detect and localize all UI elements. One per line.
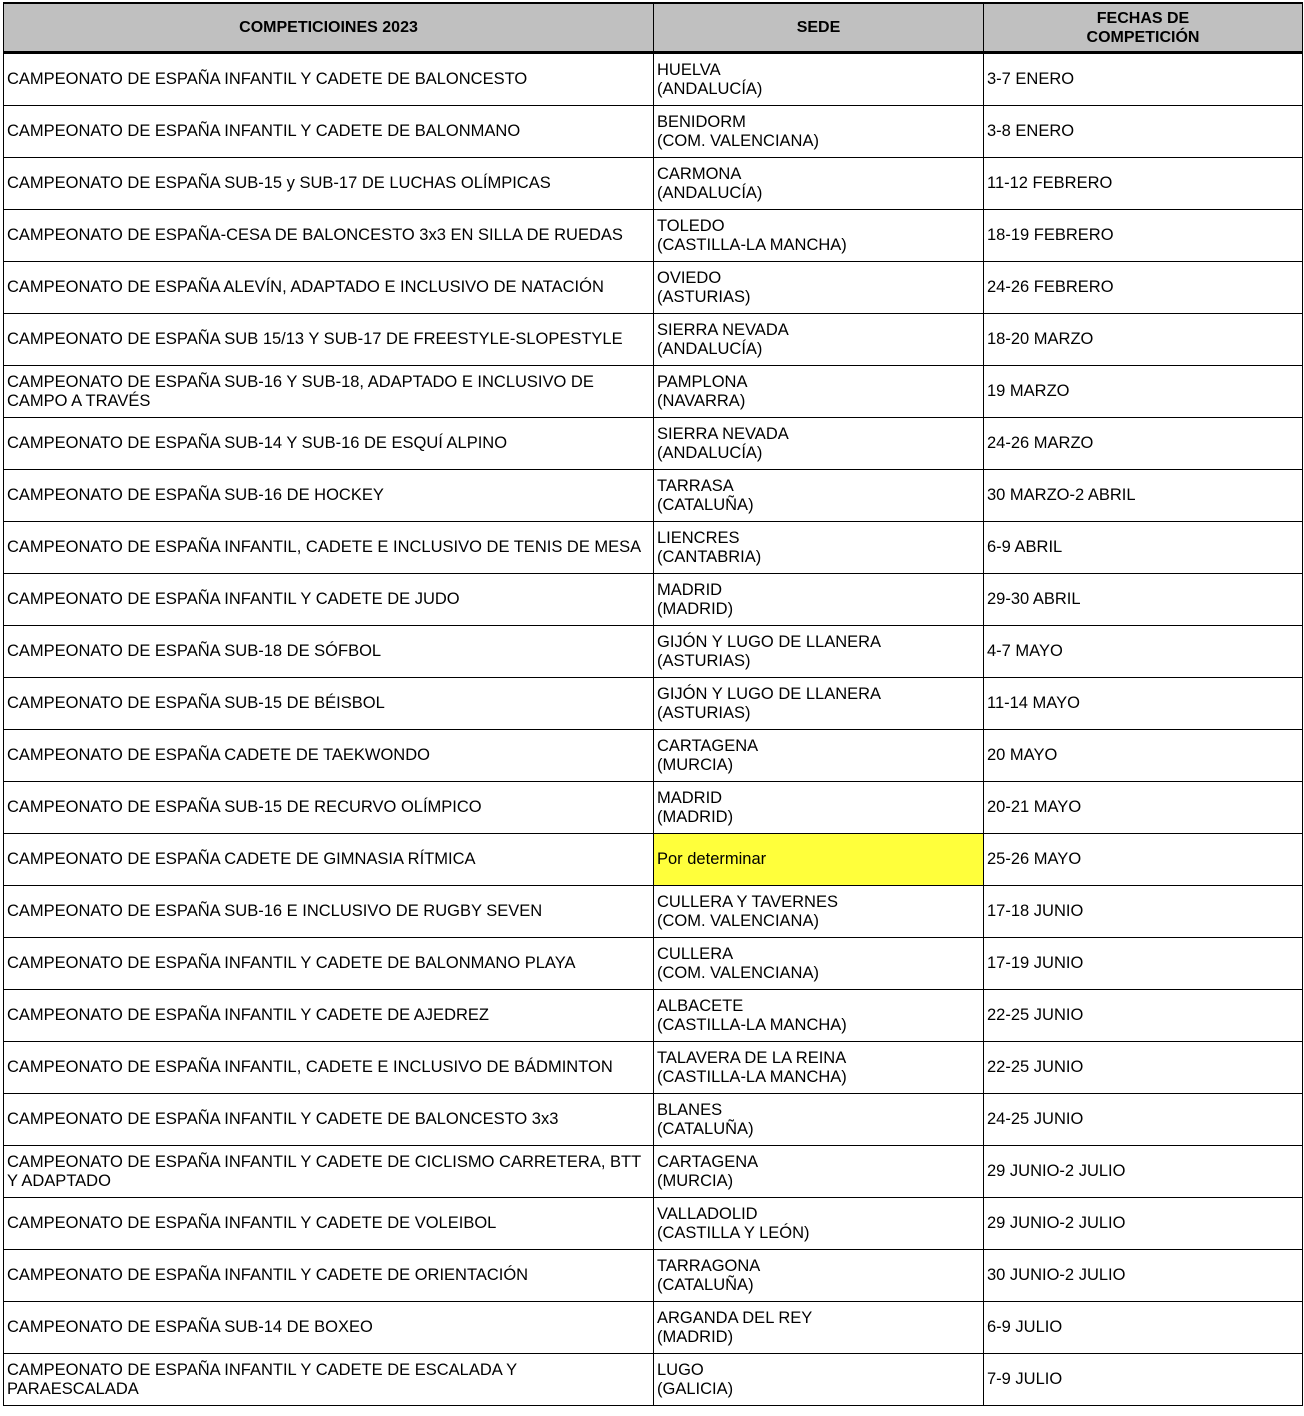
dates-cell: 18-19 FEBRERO xyxy=(984,210,1303,262)
table-row xyxy=(4,886,1303,938)
venue-cell xyxy=(654,990,984,1042)
venue-cell xyxy=(654,53,984,106)
venue-city: CARMONA xyxy=(657,164,742,183)
venue-region: (ANDALUCÍA) xyxy=(657,183,763,202)
venue-region: (ANDALUCÍA) xyxy=(657,443,763,462)
table-row xyxy=(4,1042,1303,1094)
venue-city: TALAVERA DE LA REINA xyxy=(657,1048,847,1067)
venue-city: HUELVA xyxy=(657,60,721,79)
venue-cell xyxy=(654,626,984,678)
table-row xyxy=(4,1302,1303,1354)
dates-cell: 18-20 MARZO xyxy=(984,314,1303,366)
venue-region: (COM. VALENCIANA) xyxy=(657,131,819,150)
dates-cell: 3-8 ENERO xyxy=(984,106,1303,158)
competition-cell: CAMPEONATO DE ESPAÑA SUB-14 DE BOXEO xyxy=(4,1302,654,1354)
venue-region: (CASTILLA-LA MANCHA) xyxy=(657,1067,847,1086)
venue-cell xyxy=(654,782,984,834)
venue-city: CULLERA xyxy=(657,944,734,963)
competition-cell: CAMPEONATO DE ESPAÑA SUB-15 DE BÉISBOL xyxy=(4,678,654,730)
dates-cell: 11-14 MAYO xyxy=(984,678,1303,730)
competition-cell: CAMPEONATO DE ESPAÑA INFANTIL Y CADETE DE ORIENTACIÓN xyxy=(4,1250,654,1302)
table-row xyxy=(4,470,1303,522)
competition-cell: CAMPEONATO DE ESPAÑA INFANTIL, CADETE E INCLUSIVO DE TENIS DE MESA xyxy=(4,522,654,574)
table-row xyxy=(4,1146,1303,1198)
venue-city: LIENCRES xyxy=(657,528,740,547)
dates-cell: 3-7 ENERO xyxy=(984,53,1303,106)
dates-cell: 17-19 JUNIO xyxy=(984,938,1303,990)
venue-cell xyxy=(654,574,984,626)
venue-region: (GALICIA) xyxy=(657,1379,734,1398)
dates-cell: 25-26 MAYO xyxy=(984,834,1303,886)
venue-city: BLANES xyxy=(657,1100,723,1119)
venue-city: Por determinar xyxy=(657,850,767,868)
competition-cell: CAMPEONATO DE ESPAÑA INFANTIL Y CADETE DE CICLISMO CARRETERA, BTT Y ADAPTADO xyxy=(4,1146,654,1198)
venue-region: (CANTABRIA) xyxy=(657,547,762,566)
venue-cell xyxy=(654,1198,984,1250)
venue-region: (ANDALUCÍA) xyxy=(657,79,763,98)
venue-region: (CATALUÑA) xyxy=(657,1119,754,1138)
dates-cell: 6-9 JULIO xyxy=(984,1302,1303,1354)
venue-cell xyxy=(654,314,984,366)
competition-cell: CAMPEONATO DE ESPAÑA SUB-14 Y SUB-16 DE ESQUÍ ALPINO xyxy=(4,418,654,470)
dates-cell: 19 MARZO xyxy=(984,366,1303,418)
dates-cell: 7-9 JULIO xyxy=(984,1354,1303,1406)
table-row xyxy=(4,1198,1303,1250)
competition-cell: CAMPEONATO DE ESPAÑA SUB 15/13 Y SUB-17 DE FREESTYLE-SLOPESTYLE xyxy=(4,314,654,366)
table-row xyxy=(4,1250,1303,1302)
venue-region: (CATALUÑA) xyxy=(657,1275,754,1294)
dates-cell: 29 JUNIO-2 JULIO xyxy=(984,1198,1303,1250)
venue-cell xyxy=(654,1146,984,1198)
competition-cell: CAMPEONATO DE ESPAÑA SUB-16 E INCLUSIVO DE RUGBY SEVEN xyxy=(4,886,654,938)
venue-cell xyxy=(654,678,984,730)
venue-cell xyxy=(654,366,984,418)
venue-city: CARTAGENA xyxy=(657,1152,759,1171)
competition-cell: CAMPEONATO DE ESPAÑA ALEVÍN, ADAPTADO E INCLUSIVO DE NATACIÓN xyxy=(4,262,654,314)
venue-city: ALBACETE xyxy=(657,996,744,1015)
venue-cell xyxy=(654,1042,984,1094)
table-row xyxy=(4,1354,1303,1406)
dates-cell: 20-21 MAYO xyxy=(984,782,1303,834)
venue-region: (COM. VALENCIANA) xyxy=(657,911,819,930)
venue-region: (ASTURIAS) xyxy=(657,703,751,722)
venue-cell xyxy=(654,210,984,262)
table-row xyxy=(4,418,1303,470)
table-row xyxy=(4,158,1303,210)
competition-cell: CAMPEONATO DE ESPAÑA INFANTIL Y CADETE DE ESCALADA Y PARAESCALADA xyxy=(4,1354,654,1406)
table-row xyxy=(4,626,1303,678)
venue-region: (ASTURIAS) xyxy=(657,651,751,670)
competition-cell: CAMPEONATO DE ESPAÑA SUB-16 Y SUB-18, ADAPTADO E INCLUSIVO DE CAMPO A TRAVÉS xyxy=(4,366,654,418)
table-row xyxy=(4,834,1303,886)
venue-city: BENIDORM xyxy=(657,112,746,131)
venue-region: (CASTILLA-LA MANCHA) xyxy=(657,235,847,254)
venue-city: CARTAGENA xyxy=(657,736,759,755)
dates-cell: 4-7 MAYO xyxy=(984,626,1303,678)
venue-cell xyxy=(654,1302,984,1354)
header-competition: COMPETICIOINES 2023 xyxy=(4,3,654,53)
header-dates-line2: COMPETICIÓN xyxy=(1086,28,1200,46)
header-venue: SEDE xyxy=(654,3,984,53)
venue-city: SIERRA NEVADA xyxy=(657,424,789,443)
table-row xyxy=(4,990,1303,1042)
competition-cell: CAMPEONATO DE ESPAÑA CADETE DE GIMNASIA RÍTMICA xyxy=(4,834,654,886)
venue-cell xyxy=(654,1354,984,1406)
venue-region: (CASTILLA Y LEÓN) xyxy=(657,1223,810,1242)
table-row xyxy=(4,366,1303,418)
header-dates xyxy=(984,3,1303,53)
competition-cell: CAMPEONATO DE ESPAÑA INFANTIL Y CADETE DE VOLEIBOL xyxy=(4,1198,654,1250)
table-row xyxy=(4,730,1303,782)
dates-cell: 29-30 ABRIL xyxy=(984,574,1303,626)
venue-region: (NAVARRA) xyxy=(657,391,746,410)
competition-cell: CAMPEONATO DE ESPAÑA INFANTIL Y CADETE DE BALONCESTO xyxy=(4,53,654,106)
table-row xyxy=(4,106,1303,158)
dates-cell: 22-25 JUNIO xyxy=(984,990,1303,1042)
venue-city: TOLEDO xyxy=(657,216,725,235)
table-row xyxy=(4,938,1303,990)
venue-region: (MURCIA) xyxy=(657,755,734,774)
competition-cell: CAMPEONATO DE ESPAÑA SUB-15 y SUB-17 DE LUCHAS OLÍMPICAS xyxy=(4,158,654,210)
table-row xyxy=(4,678,1303,730)
competition-cell: CAMPEONATO DE ESPAÑA CADETE DE TAEKWONDO xyxy=(4,730,654,782)
competition-cell: CAMPEONATO DE ESPAÑA INFANTIL Y CADETE DE BALONCESTO 3x3 xyxy=(4,1094,654,1146)
venue-city: OVIEDO xyxy=(657,268,722,287)
venue-city: CULLERA Y TAVERNES xyxy=(657,892,838,911)
venue-cell xyxy=(654,886,984,938)
venue-city: ARGANDA DEL REY xyxy=(657,1308,813,1327)
venue-city: MADRID xyxy=(657,788,723,807)
venue-cell xyxy=(654,106,984,158)
table-row xyxy=(4,1094,1303,1146)
venue-cell xyxy=(654,262,984,314)
dates-cell: 29 JUNIO-2 JULIO xyxy=(984,1146,1303,1198)
venue-region: (CASTILLA-LA MANCHA) xyxy=(657,1015,847,1034)
competition-cell: CAMPEONATO DE ESPAÑA INFANTIL Y CADETE DE BALONMANO PLAYA xyxy=(4,938,654,990)
dates-cell: 6-9 ABRIL xyxy=(984,522,1303,574)
venue-cell xyxy=(654,834,984,886)
venue-cell xyxy=(654,1094,984,1146)
venue-region: (MADRID) xyxy=(657,599,734,618)
venue-cell xyxy=(654,1250,984,1302)
table-row xyxy=(4,210,1303,262)
venue-city: SIERRA NEVADA xyxy=(657,320,789,339)
dates-cell: 30 JUNIO-2 JULIO xyxy=(984,1250,1303,1302)
competition-cell: CAMPEONATO DE ESPAÑA INFANTIL Y CADETE DE AJEDREZ xyxy=(4,990,654,1042)
venue-cell xyxy=(654,938,984,990)
venue-cell xyxy=(654,470,984,522)
competitions-table xyxy=(3,2,1303,1406)
dates-cell: 24-26 FEBRERO xyxy=(984,262,1303,314)
venue-city: TARRASA xyxy=(657,476,734,495)
venue-city: VALLADOLID xyxy=(657,1204,758,1223)
competition-cell: CAMPEONATO DE ESPAÑA SUB-18 DE SÓFBOL xyxy=(4,626,654,678)
venue-city: MADRID xyxy=(657,580,723,599)
venue-region: (MURCIA) xyxy=(657,1171,734,1190)
competition-cell: CAMPEONATO DE ESPAÑA SUB-16 DE HOCKEY xyxy=(4,470,654,522)
venue-region: (COM. VALENCIANA) xyxy=(657,963,819,982)
table-row xyxy=(4,314,1303,366)
competition-cell: CAMPEONATO DE ESPAÑA INFANTIL Y CADETE DE JUDO xyxy=(4,574,654,626)
dates-cell: 24-26 MARZO xyxy=(984,418,1303,470)
dates-cell: 20 MAYO xyxy=(984,730,1303,782)
competition-cell: CAMPEONATO DE ESPAÑA INFANTIL Y CADETE DE BALONMANO xyxy=(4,106,654,158)
venue-city: PAMPLONA xyxy=(657,372,748,391)
venue-cell xyxy=(654,158,984,210)
table-row xyxy=(4,782,1303,834)
header-dates-line1: FECHAS DE xyxy=(1096,9,1190,27)
table-row xyxy=(4,574,1303,626)
venue-city: GIJÓN Y LUGO DE LLANERA xyxy=(657,632,882,651)
table-row xyxy=(4,53,1303,106)
venue-city: GIJÓN Y LUGO DE LLANERA xyxy=(657,684,882,703)
dates-cell: 24-25 JUNIO xyxy=(984,1094,1303,1146)
venue-region: (ANDALUCÍA) xyxy=(657,339,763,358)
competition-cell: CAMPEONATO DE ESPAÑA-CESA DE BALONCESTO 3x3 EN SILLA DE RUEDAS xyxy=(4,210,654,262)
competition-cell: CAMPEONATO DE ESPAÑA INFANTIL, CADETE E INCLUSIVO DE BÁDMINTON xyxy=(4,1042,654,1094)
venue-region: (CATALUÑA) xyxy=(657,495,754,514)
header-row xyxy=(4,3,1303,53)
venue-cell xyxy=(654,418,984,470)
venue-region: (MADRID) xyxy=(657,807,734,826)
dates-cell: 11-12 FEBRERO xyxy=(984,158,1303,210)
venue-cell xyxy=(654,522,984,574)
table-row xyxy=(4,522,1303,574)
venue-region: (MADRID) xyxy=(657,1327,734,1346)
table-row xyxy=(4,262,1303,314)
dates-cell: 17-18 JUNIO xyxy=(984,886,1303,938)
venue-city: LUGO xyxy=(657,1360,704,1379)
dates-cell: 30 MARZO-2 ABRIL xyxy=(984,470,1303,522)
venue-city: TARRAGONA xyxy=(657,1256,761,1275)
venue-region: (ASTURIAS) xyxy=(657,287,751,306)
dates-cell: 22-25 JUNIO xyxy=(984,1042,1303,1094)
competition-cell: CAMPEONATO DE ESPAÑA SUB-15 DE RECURVO OLÍMPICO xyxy=(4,782,654,834)
venue-cell xyxy=(654,730,984,782)
